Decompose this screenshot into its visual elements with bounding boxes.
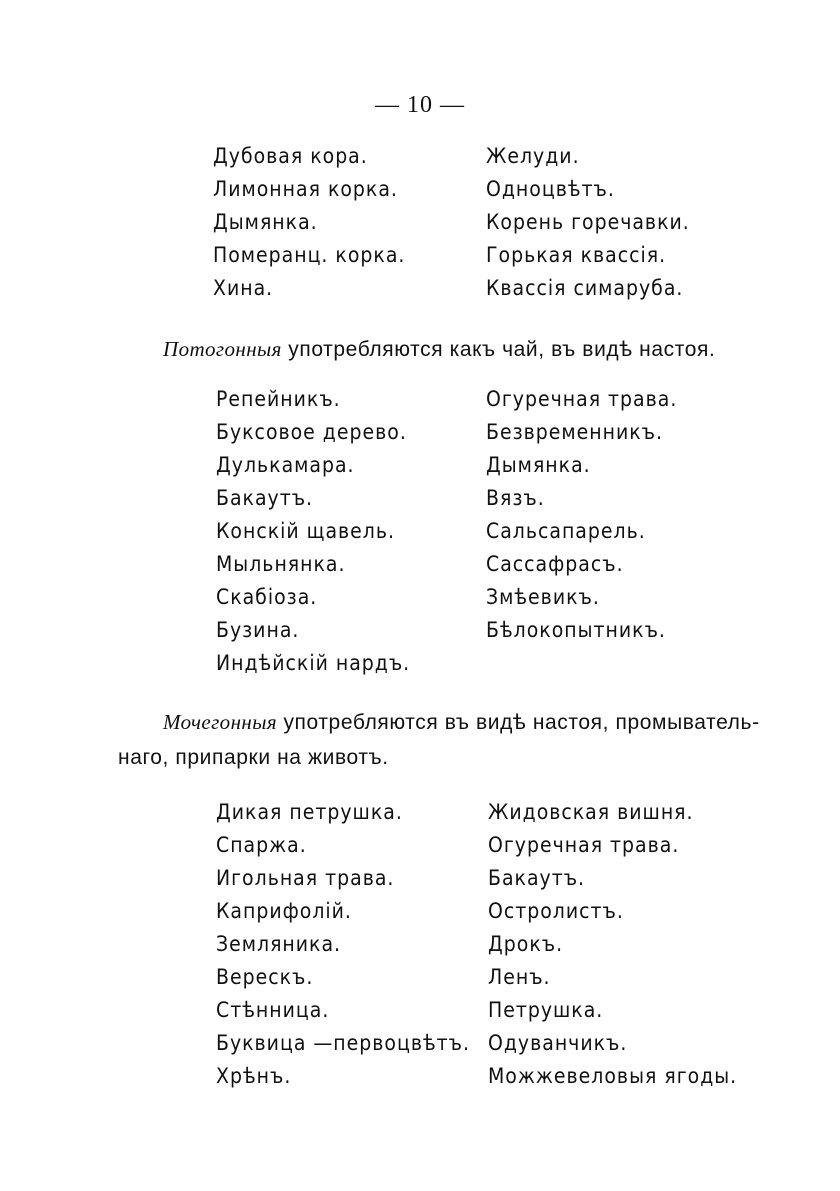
plant-name: Бакаутъ.	[216, 486, 314, 510]
plant-list-right-column	[486, 383, 677, 647]
plant-name: Хрѣнъ.	[216, 1064, 292, 1088]
plant-name: Бузина.	[216, 618, 300, 642]
plant-name: Буксовое дерево.	[216, 420, 407, 444]
plant-name: Остролистъ.	[488, 899, 624, 923]
diuretic-heading-line-2: наго, припарки на животъ.	[118, 746, 389, 769]
plant-name: Бѣлокопытникъ.	[486, 618, 666, 642]
diaphoretic-heading	[163, 337, 715, 362]
plant-name: Верескъ.	[216, 965, 314, 989]
plant-name: Земляника.	[216, 932, 342, 956]
plant-list-left-column	[216, 383, 410, 680]
plant-name: Буквица —первоцвѣтъ.	[216, 1031, 471, 1055]
plant-name: Петрушка.	[488, 998, 604, 1022]
page-number: — 10 —	[375, 92, 465, 118]
plant-list-right-column	[486, 140, 690, 305]
plant-name: Конскій щавель.	[216, 519, 396, 543]
plant-name: Вязъ.	[486, 486, 545, 510]
category-usage-text: употребляются какъ чай, въ видѣ настоя.	[281, 338, 716, 361]
plant-name: Лимонная корка.	[213, 177, 398, 201]
plant-name: Безвременникъ.	[486, 420, 664, 444]
plant-name: Квассія симаруба.	[486, 276, 684, 300]
plant-name: Сальсапарель.	[486, 519, 646, 543]
plant-name: Однoцвѣтъ.	[486, 177, 615, 201]
plant-name: Дулькамара.	[216, 453, 355, 477]
plant-list-left-column	[213, 140, 405, 305]
plant-name: Горькая квассія.	[486, 243, 667, 267]
plant-name: Дымянка.	[213, 210, 318, 234]
category-term: Потогонныя	[163, 337, 282, 361]
plant-name: Спаржа.	[216, 833, 307, 857]
plant-name: Желуди.	[486, 144, 580, 168]
plant-name: Каприфолій.	[216, 899, 352, 923]
plant-name: Мыльнянка.	[216, 552, 346, 576]
plant-name: Дрокъ.	[488, 932, 564, 956]
plant-name: Огуречная трава.	[486, 387, 678, 411]
plant-name: Хина.	[213, 276, 274, 300]
plant-name: Репейникъ.	[216, 387, 341, 411]
plant-name: Корень горечавки.	[486, 210, 690, 234]
plant-name: Дубовая кора.	[213, 144, 368, 168]
plant-name: Можжевеловыя ягоды.	[488, 1064, 738, 1088]
plant-list-left-column	[216, 796, 470, 1093]
plant-name: Скабіоза.	[216, 585, 318, 609]
plant-name: Померанц. корка.	[213, 243, 406, 267]
diuretic-heading-line-1	[163, 710, 760, 735]
category-usage-text: употребляются въ видѣ настоя, промыватель-	[277, 711, 760, 734]
plant-name: Змѣевикъ.	[486, 585, 600, 609]
category-term: Мочегонныя	[163, 710, 278, 734]
plant-name: Одуванчикъ.	[488, 1031, 628, 1055]
plant-name: Огуречная трава.	[488, 833, 680, 857]
plant-name: Ленъ.	[488, 965, 551, 989]
plant-name: Стѣнница.	[216, 998, 330, 1022]
plant-name: Сассафрасъ.	[486, 552, 624, 576]
plant-name: Индѣйскій нардъ.	[216, 651, 411, 675]
plant-name: Дымянка.	[486, 453, 591, 477]
plant-name: Бакаутъ.	[488, 866, 586, 890]
plant-name: Дикая петрушка.	[216, 800, 403, 824]
plant-name: Жидовская вишня.	[488, 800, 694, 824]
plant-list-right-column	[488, 796, 737, 1093]
plant-name: Игольная трава.	[216, 866, 395, 890]
